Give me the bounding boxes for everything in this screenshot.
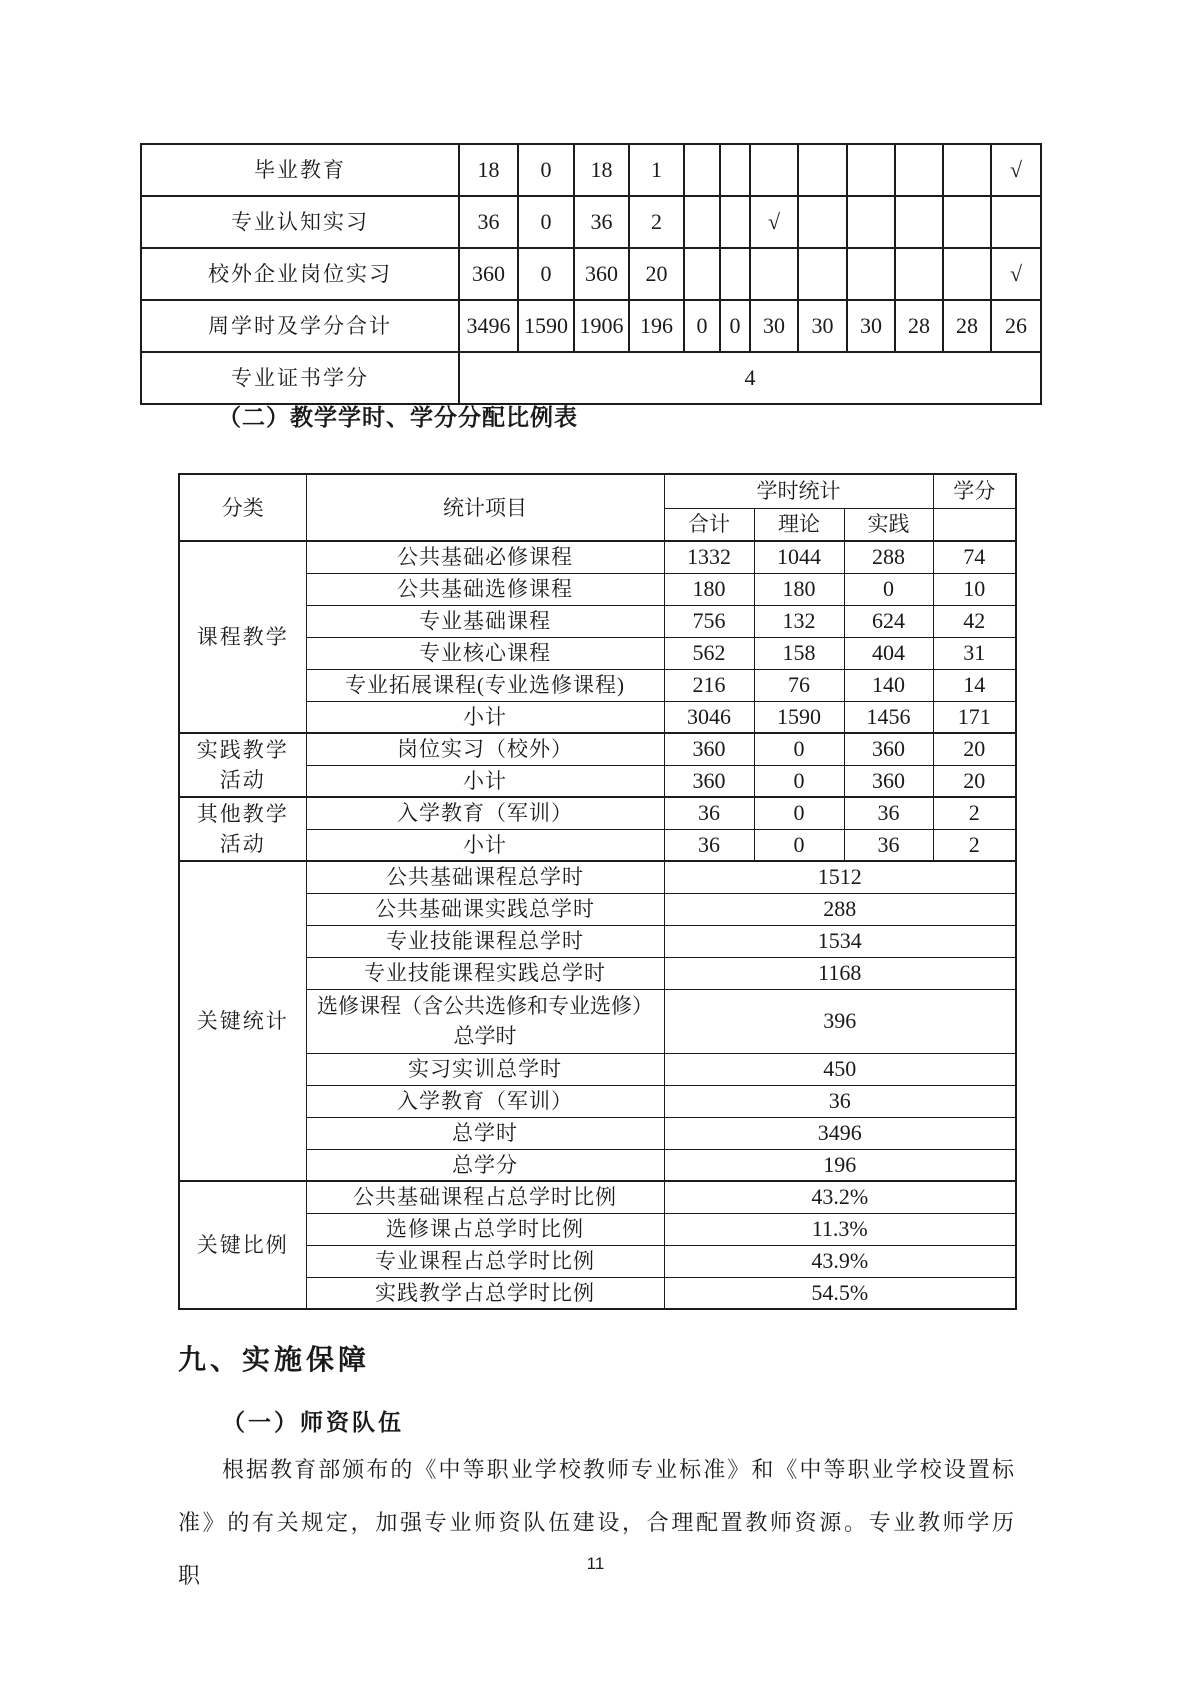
value-cell: 196: [664, 1149, 1016, 1181]
value-cell: 4: [459, 352, 1041, 404]
column-header-category: 分类: [179, 474, 306, 541]
value-cell: 404: [844, 637, 933, 669]
value-cell: 1: [629, 144, 684, 196]
item-cell: 专业基础课程: [306, 605, 664, 637]
row-label-cell: 专业证书学分: [141, 352, 459, 404]
value-cell: 360: [664, 733, 754, 765]
value-cell: 0: [518, 144, 574, 196]
checkmark-cell: √: [991, 248, 1041, 300]
item-cell: 入学教育（军训）: [306, 797, 664, 829]
value-cell: 1044: [754, 541, 844, 573]
item-cell: 专业拓展课程(专业选修课程): [306, 669, 664, 701]
table-row: [141, 300, 1041, 352]
value-cell: 36: [459, 196, 518, 248]
item-cell: 小计: [306, 701, 664, 733]
item-cell: 选修课占总学时比例: [306, 1213, 664, 1245]
value-cell: 0: [754, 797, 844, 829]
checkmark-cell: √: [991, 144, 1041, 196]
value-cell: 54.5%: [664, 1277, 1016, 1309]
value-cell: 26: [991, 300, 1041, 352]
table-row: [179, 541, 1016, 573]
column-header-total: 合计: [664, 508, 754, 541]
group-label-cell: 其他教学活动: [179, 797, 306, 861]
item-cell: 实习实训总学时: [306, 1053, 664, 1085]
column-header-theory: 理论: [754, 508, 844, 541]
value-cell: 360: [664, 765, 754, 797]
value-cell: [684, 248, 720, 300]
value-cell: 28: [943, 300, 991, 352]
value-cell: [798, 248, 847, 300]
value-cell: 562: [664, 637, 754, 669]
item-cell: 专业技能课程实践总学时: [306, 957, 664, 989]
value-cell: 36: [664, 829, 754, 861]
value-cell: 1534: [664, 925, 1016, 957]
value-cell: 624: [844, 605, 933, 637]
value-cell: 31: [933, 637, 1016, 669]
value-cell: 2: [933, 797, 1016, 829]
value-cell: [720, 144, 750, 196]
value-cell: [847, 144, 895, 196]
value-cell: [895, 248, 943, 300]
item-cell: 公共基础必修课程: [306, 541, 664, 573]
value-cell: 1456: [844, 701, 933, 733]
value-cell: 0: [844, 573, 933, 605]
value-cell: 158: [754, 637, 844, 669]
value-cell: [895, 144, 943, 196]
value-cell: 1590: [518, 300, 574, 352]
value-cell: 396: [664, 989, 1016, 1053]
value-cell: 43.2%: [664, 1181, 1016, 1213]
column-header-hours-group: 学时统计: [664, 474, 933, 508]
value-cell: [798, 144, 847, 196]
value-cell: 288: [664, 893, 1016, 925]
item-cell: 公共基础选修课程: [306, 573, 664, 605]
value-cell: 450: [664, 1053, 1016, 1085]
paragraph-line: 准》的有关规定，加强专业师资队伍建设，合理配置教师资源。专业教师学历职: [178, 1510, 1016, 1588]
value-cell: 28: [895, 300, 943, 352]
value-cell: 20: [933, 733, 1016, 765]
table-row: [141, 144, 1041, 196]
item-cell: 总学分: [306, 1149, 664, 1181]
value-cell: 36: [664, 797, 754, 829]
table-row: [179, 733, 1016, 765]
value-cell: [750, 144, 798, 196]
table-row: [179, 797, 1016, 829]
value-cell: [991, 196, 1041, 248]
row-label-cell: 毕业教育: [141, 144, 459, 196]
value-cell: 0: [720, 300, 750, 352]
value-cell: 3046: [664, 701, 754, 733]
table-row: [141, 248, 1041, 300]
group-label-cell: 课程教学: [179, 541, 306, 733]
subsection-title-teaching-staff: （一）师资队伍: [222, 1409, 404, 1435]
value-cell: 1512: [664, 861, 1016, 893]
value-cell: 14: [933, 669, 1016, 701]
value-cell: 36: [844, 829, 933, 861]
value-cell: 36: [844, 797, 933, 829]
value-cell: 0: [518, 196, 574, 248]
column-header-credits: 学分: [933, 474, 1016, 508]
value-cell: 2: [629, 196, 684, 248]
value-cell: 132: [754, 605, 844, 637]
header-row: [179, 474, 1016, 508]
section-title-allocation-table: （二）教学学时、学分分配比例表: [218, 404, 578, 430]
value-cell: [798, 196, 847, 248]
value-cell: [943, 196, 991, 248]
weekly-hours-summary-table: [140, 143, 1040, 405]
table-row: [179, 861, 1016, 893]
value-cell: 0: [518, 248, 574, 300]
value-cell: 0: [754, 765, 844, 797]
value-cell: 360: [844, 765, 933, 797]
value-cell: 3496: [664, 1117, 1016, 1149]
item-cell: 公共基础课程占总学时比例: [306, 1181, 664, 1213]
value-cell: 30: [798, 300, 847, 352]
item-cell: 选修课程（含公共选修和专业选修）总学时: [306, 989, 664, 1053]
value-cell: 76: [754, 669, 844, 701]
value-cell: 171: [933, 701, 1016, 733]
value-cell: 756: [664, 605, 754, 637]
page-number: 11: [586, 1554, 605, 1573]
item-cell: 小计: [306, 829, 664, 861]
row-label-cell: 周学时及学分合计: [141, 300, 459, 352]
paragraph-line: 根据教育部颁布的《中等职业学校教师专业标准》和《中等职业学校设置标: [222, 1457, 1016, 1482]
value-cell: 10: [933, 573, 1016, 605]
row-label-cell: 专业认知实习: [141, 196, 459, 248]
value-cell: 11.3%: [664, 1213, 1016, 1245]
value-cell: 360: [574, 248, 629, 300]
value-cell: [720, 248, 750, 300]
value-cell: 30: [750, 300, 798, 352]
item-cell: 小计: [306, 765, 664, 797]
item-cell: 专业课程占总学时比例: [306, 1245, 664, 1277]
item-cell: 公共基础课实践总学时: [306, 893, 664, 925]
value-cell: 1168: [664, 957, 1016, 989]
value-cell: 30: [847, 300, 895, 352]
value-cell: 0: [754, 829, 844, 861]
item-cell: 公共基础课程总学时: [306, 861, 664, 893]
value-cell: 18: [574, 144, 629, 196]
row-label-cell: 校外企业岗位实习: [141, 248, 459, 300]
value-cell: 3496: [459, 300, 518, 352]
value-cell: 74: [933, 541, 1016, 573]
value-cell: [750, 248, 798, 300]
value-cell: 180: [754, 573, 844, 605]
value-cell: 36: [664, 1085, 1016, 1117]
table-row: [179, 1181, 1016, 1213]
group-label-cell: 关键比例: [179, 1181, 306, 1309]
table-row: [141, 196, 1041, 248]
value-cell: 216: [664, 669, 754, 701]
value-cell: 180: [664, 573, 754, 605]
table-row: [141, 352, 1041, 404]
value-cell: 20: [629, 248, 684, 300]
value-cell: 196: [629, 300, 684, 352]
value-cell: 18: [459, 144, 518, 196]
value-cell: [684, 196, 720, 248]
value-cell: 42: [933, 605, 1016, 637]
hours-credits-allocation-table: [178, 473, 1015, 1310]
item-cell: 入学教育（军训）: [306, 1085, 664, 1117]
item-cell: 实践教学占总学时比例: [306, 1277, 664, 1309]
item-cell: 专业技能课程总学时: [306, 925, 664, 957]
column-header-item: 统计项目: [306, 474, 664, 541]
value-cell: [847, 196, 895, 248]
value-cell: [943, 248, 991, 300]
value-cell: [895, 196, 943, 248]
value-cell: 140: [844, 669, 933, 701]
value-cell: 0: [754, 733, 844, 765]
value-cell: 20: [933, 765, 1016, 797]
item-cell: 专业核心课程: [306, 637, 664, 669]
value-cell: [684, 144, 720, 196]
group-label-cell: 实践教学活动: [179, 733, 306, 797]
value-cell: 43.9%: [664, 1245, 1016, 1277]
item-cell: 岗位实习（校外）: [306, 733, 664, 765]
value-cell: 36: [574, 196, 629, 248]
value-cell: 2: [933, 829, 1016, 861]
section-title-implementation-guarantee: 九、实施保障: [178, 1344, 371, 1375]
column-header-credits-sub: [933, 508, 1016, 541]
value-cell: 360: [844, 733, 933, 765]
value-cell: 1332: [664, 541, 754, 573]
checkmark-cell: √: [750, 196, 798, 248]
value-cell: 1590: [754, 701, 844, 733]
value-cell: 1906: [574, 300, 629, 352]
value-cell: 288: [844, 541, 933, 573]
value-cell: 360: [459, 248, 518, 300]
value-cell: [943, 144, 991, 196]
column-header-practice: 实践: [844, 508, 933, 541]
value-cell: [720, 196, 750, 248]
value-cell: 0: [684, 300, 720, 352]
value-cell: [847, 248, 895, 300]
item-cell: 总学时: [306, 1117, 664, 1149]
group-label-cell: 关键统计: [179, 861, 306, 1181]
